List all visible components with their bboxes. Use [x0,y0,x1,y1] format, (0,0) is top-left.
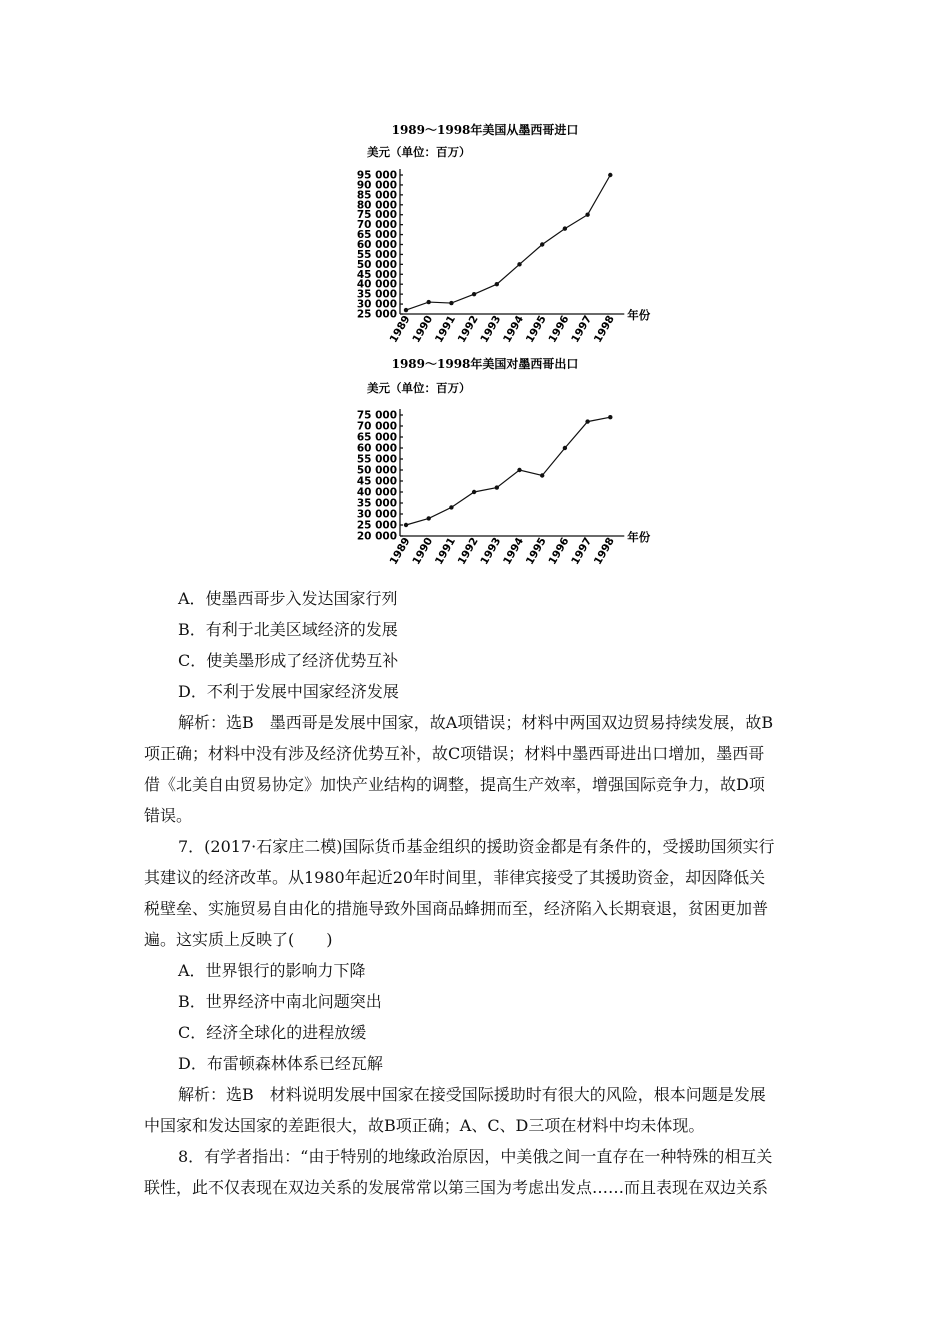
import-x-tick-label: 1996 [546,313,572,345]
import-point [404,308,408,312]
export-x-tick-label: 1997 [569,535,595,567]
export-x-tick-label: 1992 [455,535,481,567]
import-ylabel: 美元（单位：百万） [367,145,471,159]
import-x-tick-label: 1990 [410,313,436,345]
export-ylabel: 美元（单位：百万） [367,381,471,395]
export-y-tick-label: 35 000 [356,497,397,510]
export-x-tick-label: 1990 [410,535,436,567]
export-x-tick-label: 1994 [501,535,527,567]
export-point [472,490,476,494]
import-y-tick-label: 40 000 [356,278,397,291]
import-y-tick-label: 30 000 [356,298,397,311]
export-y-tick-label: 40 000 [356,486,397,499]
import-point [585,213,589,217]
q6-analysis-line: 解析：选B 墨西哥是发展中国家，故A项错误；材料中两国双边贸易持续发展，故B [178,713,774,732]
q6-option-d: D．不利于发展中国家经济发展 [178,682,399,701]
q6-analysis-line: 项正确；材料中没有涉及经济优势互补，故C项错误；材料中墨西哥进出口增加，墨西哥 [144,744,765,763]
import-x-tick-label: 1993 [478,313,504,345]
q7-option-a: A．世界银行的影响力下降 [178,961,366,980]
q7-option-c: C．经济全球化的进程放缓 [178,1023,367,1042]
import-point [449,301,453,305]
export-y-tick-label: 50 000 [356,464,397,477]
q8-stem-line: 8．有学者指出：“由于特别的地缘政治原因，中美俄之间一直存在一种特殊的相互关 [178,1147,773,1166]
import-chart [355,122,651,354]
export-x-tick-label: 1998 [591,535,617,567]
import-point [427,300,431,304]
import-title: 1989～1998年美国从墨西哥进口 [391,123,579,137]
export-point [540,473,544,477]
export-x-tick-label: 1991 [432,535,458,567]
q6-option-a: A．使墨西哥步入发达国家行列 [178,589,398,608]
import-y-tick-label: 65 000 [356,229,397,242]
import-y-tick-label: 60 000 [356,239,397,251]
export-point [449,505,453,509]
import-point [540,242,544,246]
import-y-tick-label: 90 000 [356,179,397,192]
export-y-tick-label: 25 000 [356,519,397,532]
export-y-tick-label: 75 000 [356,409,397,422]
import-x-tick-label: 1997 [569,313,595,345]
import-xlabel: 年份 [627,308,651,322]
export-title: 1989～1998年美国对墨西哥出口 [391,357,579,371]
q8-stem-line: 联性，此不仅表现在双边关系的发展常常以第三国为考虑出发点……而且表现在双边关系 [144,1178,769,1197]
import-y-tick-label: 55 000 [356,248,397,261]
export-y-tick-label: 70 000 [356,420,397,433]
export-y-tick-label: 30 000 [356,508,397,521]
import-x-tick-label: 1991 [432,313,458,345]
export-point [495,485,499,489]
export-point [427,516,431,520]
import-y-tick-label: 70 000 [356,219,397,232]
export-y-tick-label: 20 000 [356,530,397,543]
import-y-tick-label: 25 000 [356,308,397,321]
import-x-tick-label: 1994 [501,313,527,345]
q6-option-b: B．有利于北美区域经济的发展 [178,620,398,639]
export-chart-svg [355,356,651,578]
export-point [517,468,521,472]
export-x-tick-label: 1993 [478,535,504,567]
export-point [563,446,567,450]
q7-option-d: D．布雷顿森林体系已经瓦解 [178,1054,383,1073]
import-point [608,173,612,177]
export-y-tick-label: 55 000 [356,453,397,466]
q6-analysis-line: 错误。 [144,806,193,825]
q6-option-c: C．使美墨形成了经济优势互补 [178,651,399,670]
import-chart-svg [355,122,651,354]
export-y-tick-label: 45 000 [356,475,397,488]
import-y-tick-label: 85 000 [356,189,397,202]
export-point [404,523,408,527]
q7-option-b: B．世界经济中南北问题突出 [178,992,382,1011]
import-point [472,292,476,296]
import-x-tick-label: 1995 [523,313,549,345]
import-x-tick-label: 1989 [387,313,413,345]
import-y-tick-label: 35 000 [356,288,397,301]
import-point [517,262,521,266]
import-y-tick-label: 45 000 [356,268,397,281]
q7-stem-line: 其建议的经济改革。从1980年起近20年时间里，菲律宾接受了其援助资金，却因降低关 [144,868,766,887]
q7-analysis-line: 中国家和发达国家的差距很大，故B项正确；A、C、D三项在材料中均未体现。 [144,1116,705,1135]
export-point [585,419,589,423]
import-y-tick-label: 50 000 [356,258,397,271]
import-y-tick-label: 95 000 [356,169,397,182]
export-x-tick-label: 1989 [387,535,413,567]
q6-analysis-line: 借《北美自由贸易协定》加快产业结构的调整，提高生产效率，增强国际竞争力，故D项 [144,775,765,794]
export-y-tick-label: 60 000 [356,442,397,455]
export-series-line [406,417,610,525]
q7-stem-line: 税壁垒、实施贸易自由化的措施导致外国商品蜂拥而至，经济陷入长期衰退，贫困更加普 [144,899,769,918]
export-chart [355,356,651,578]
import-y-tick-label: 80 000 [356,199,397,212]
export-point [608,415,612,419]
q7-stem-line: 7．(2017·石家庄二模)国际货币基金组织的援助资金都是有条件的，受援助国须实行 [178,837,775,856]
export-y-tick-label: 65 000 [356,431,397,444]
import-series-line [406,175,610,310]
import-x-tick-label: 1992 [455,313,481,345]
q7-analysis-line: 解析：选B 材料说明发展中国家在接受国际援助时有很大的风险，根本问题是发展 [178,1085,766,1104]
export-x-tick-label: 1995 [523,535,549,567]
import-x-tick-label: 1998 [591,313,617,345]
q7-stem-line: 遍。这实质上反映了( ) [144,930,333,949]
export-x-tick-label: 1996 [546,535,572,567]
import-point [495,282,499,286]
import-point [563,226,567,230]
import-y-tick-label: 75 000 [356,209,397,222]
export-xlabel: 年份 [627,530,651,544]
